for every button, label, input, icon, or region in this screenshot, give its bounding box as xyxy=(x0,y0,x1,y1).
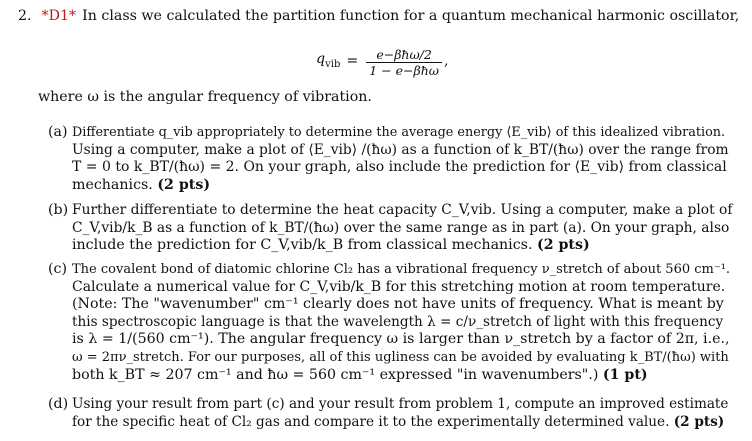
where-clause: where ω is the angular frequency of vibration. xyxy=(38,89,372,105)
equation-trailing: , xyxy=(443,53,449,70)
part-a-line: T = 0 to k_BT/(ħω) = 2. On your graph, also include the prediction for ⟨E_vib⟩ from classical xyxy=(72,159,727,176)
part-d-line: for the specific heat of Cl₂ gas and compare it to the experimentally determined value. (2 pts) xyxy=(72,413,725,430)
part-a-points: (2 pts) xyxy=(157,176,211,193)
part-a-body xyxy=(72,124,732,194)
part-c-points: (1 pt) xyxy=(602,366,648,383)
part-c-label: (c) xyxy=(48,261,68,277)
part-c-line: ω = 2πν_stretch. For our purposes, all of this ugliness can be avoided by evaluating k_BT/(ħω) with xyxy=(72,349,729,365)
part-c-line: The covalent bond of diatomic chlorine Cl₂ has a vibrational frequency ν_stretch of about 560 cm⁻¹. xyxy=(72,262,731,277)
equals-sign: = xyxy=(346,53,359,70)
part-d-line: Using your result from part (c) and your result from problem 1, compute an improved estimate xyxy=(72,396,729,412)
problem-number: 2. xyxy=(18,8,32,24)
partition-function-equation xyxy=(316,38,448,86)
problem-tag: *D1* xyxy=(41,8,77,24)
part-c-line: (Note: The "wavenumber" cm⁻¹ clearly does not have units of frequency. What is meant by xyxy=(72,296,724,313)
part-c-line: this spectroscopic language is that the wavelength λ = c/ν_stretch of light with this frequency xyxy=(72,313,724,330)
part-a-line: Using a computer, make a plot of ⟨E_vib⟩ /(ħω) as a function of k_BT/(ħω) over the range from xyxy=(72,141,729,158)
part-b-line: C_V,vib/k_B as a function of k_BT/(ħω) over the same range as in part (a). On your graph, also xyxy=(72,219,730,236)
part-c-line: is λ = 1/(560 cm⁻¹). The angular frequency ω is larger than ν_stretch by a factor of 2π, i.e., xyxy=(72,331,730,348)
part-c-line: both k_BT ≈ 207 cm⁻¹ and ħω = 560 cm⁻¹ expressed "in wavenumbers".) (1 pt) xyxy=(72,366,648,383)
part-b-body xyxy=(72,202,732,255)
part-c-body xyxy=(72,261,732,384)
part-b-label: (b) xyxy=(48,202,69,218)
equation-denominator: 1 − e−βħω xyxy=(369,62,439,78)
part-d-label: (d) xyxy=(48,396,69,412)
part-d-body xyxy=(72,396,732,431)
part-a-label: (a) xyxy=(48,124,68,140)
part-c-line: Calculate a numerical value for C_V,vib/k_B for this stretching motion at room temperature. xyxy=(72,278,726,295)
equation-lhs: $q_{vib}$ xyxy=(316,50,341,70)
part-d-points: (2 pts) xyxy=(673,413,725,430)
part-b-line: Further differentiate to determine the heat capacity C_V,vib. Using a computer, make a plot of xyxy=(72,202,733,218)
equation-numerator: e−βħω/2 xyxy=(376,46,432,62)
part-a-line: Differentiate q_vib appropriately to determine the average energy ⟨E_vib⟩ of this idealized vibration. xyxy=(72,125,726,140)
part-a-line: mechanics. (2 pts) xyxy=(72,176,211,193)
equation-fraction xyxy=(366,47,442,78)
part-b-points: (2 pts) xyxy=(536,237,590,254)
problem-heading xyxy=(18,8,739,26)
problem-intro: In class we calculated the partition function for a quantum mechanical harmonic oscillator, xyxy=(82,8,740,24)
part-b-line: include the prediction for C_V,vib/k_B from classical mechanics. (2 pts) xyxy=(72,237,590,254)
